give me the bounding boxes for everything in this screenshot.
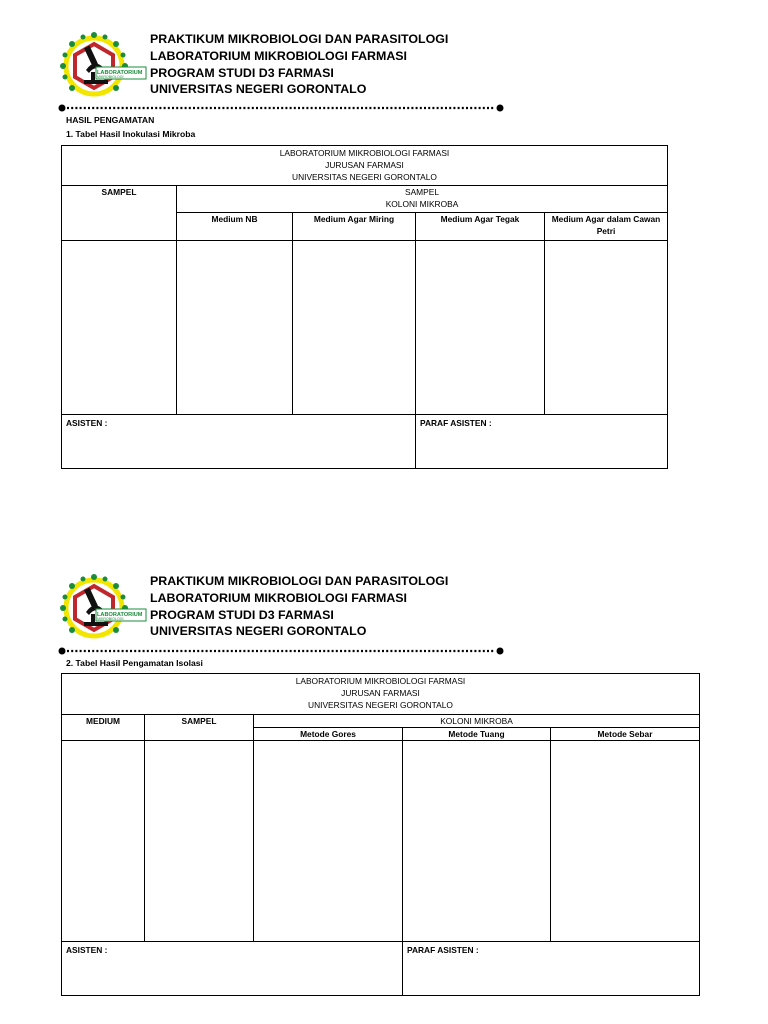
svg-text:LABORATORIUM: LABORATORIUM — [97, 70, 143, 76]
isolation-table — [61, 673, 700, 996]
entry-cell[interactable] — [254, 741, 403, 942]
institution-heading — [150, 31, 448, 98]
svg-text:LABORATORIUM: LABORATORIUM — [97, 612, 143, 618]
column-header: Medium Agar Miring — [293, 213, 416, 241]
inoculation-table — [61, 145, 668, 469]
entry-cell[interactable] — [145, 741, 254, 942]
lab-logo-icon — [58, 572, 148, 642]
column-header: Metode Tuang — [403, 728, 551, 741]
entry-cell[interactable] — [293, 241, 416, 415]
svg-text:MIKROBIOLOGI: MIKROBIOLOGI — [97, 75, 124, 79]
koloni-group-header: KOLONI MIKROBA — [254, 715, 700, 728]
title-line: JURUSAN FARMASI — [325, 160, 404, 170]
entry-cell[interactable] — [416, 241, 545, 415]
column-header: Medium Agar Tegak — [416, 213, 545, 241]
sample-header: SAMPEL — [62, 186, 177, 241]
table-title — [62, 674, 700, 715]
entry-cell[interactable] — [62, 241, 177, 415]
column-header: Metode Sebar — [551, 728, 700, 741]
column-header: Medium Agar dalam Cawan Petri — [545, 213, 668, 241]
letterhead-1 — [58, 30, 518, 100]
dotted-divider — [58, 646, 504, 656]
medium-header: MEDIUM — [62, 715, 145, 741]
section-heading: HASIL PENGAMATAN — [66, 115, 155, 125]
institution-line: LABORATORIUM MIKROBIOLOGI FARMASI — [150, 590, 407, 605]
entry-cell[interactable] — [551, 741, 700, 942]
institution-line: PROGRAM STUDI D3 FARMASI — [150, 65, 334, 80]
lab-logo-icon — [58, 30, 148, 100]
svg-text:MIKROBIOLOGI: MIKROBIOLOGI — [97, 617, 124, 621]
institution-line: PROGRAM STUDI D3 FARMASI — [150, 607, 334, 622]
table-caption: 2. Tabel Hasil Pengamatan Isolasi — [66, 658, 203, 668]
institution-line: UNIVERSITAS NEGERI GORONTALO — [150, 624, 367, 639]
asisten-cell[interactable]: ASISTEN : — [62, 415, 416, 469]
institution-line: PRAKTIKUM MIKROBIOLOGI DAN PARASITOLOGI — [150, 32, 449, 46]
title-line: JURUSAN FARMASI — [341, 688, 420, 698]
paraf-asisten-cell[interactable]: PARAF ASISTEN : — [403, 942, 700, 996]
institution-line: PRAKTIKUM MIKROBIOLOGI DAN PARASITOLOGI — [150, 574, 449, 588]
sample-header: SAMPEL — [145, 715, 254, 741]
group-header-line: SAMPEL — [405, 187, 439, 197]
dotted-divider — [58, 103, 504, 113]
paraf-asisten-cell[interactable]: PARAF ASISTEN : — [416, 415, 668, 469]
asisten-cell[interactable]: ASISTEN : — [62, 942, 403, 996]
title-line: UNIVERSITAS NEGERI GORONTALO — [292, 172, 437, 182]
entry-cell[interactable] — [545, 241, 668, 415]
entry-cell[interactable] — [403, 741, 551, 942]
entry-cell[interactable] — [62, 741, 145, 942]
column-header: Metode Gores — [254, 728, 403, 741]
institution-heading — [150, 573, 448, 640]
koloni-group-header — [177, 186, 668, 213]
institution-line: UNIVERSITAS NEGERI GORONTALO — [150, 82, 367, 97]
institution-line: LABORATORIUM MIKROBIOLOGI FARMASI — [150, 48, 407, 63]
title-line: UNIVERSITAS NEGERI GORONTALO — [308, 700, 453, 710]
table-title — [62, 146, 668, 186]
entry-cell[interactable] — [177, 241, 293, 415]
column-header: Medium NB — [177, 213, 293, 241]
table-caption: 1. Tabel Hasil Inokulasi Mikroba — [66, 129, 196, 139]
letterhead-2 — [58, 572, 518, 642]
group-header-line: KOLONI MIKROBA — [385, 199, 459, 209]
title-line: LABORATORIUM MIKROBIOLOGI FARMASI — [279, 148, 450, 158]
title-line: LABORATORIUM MIKROBIOLOGI FARMASI — [295, 676, 466, 686]
